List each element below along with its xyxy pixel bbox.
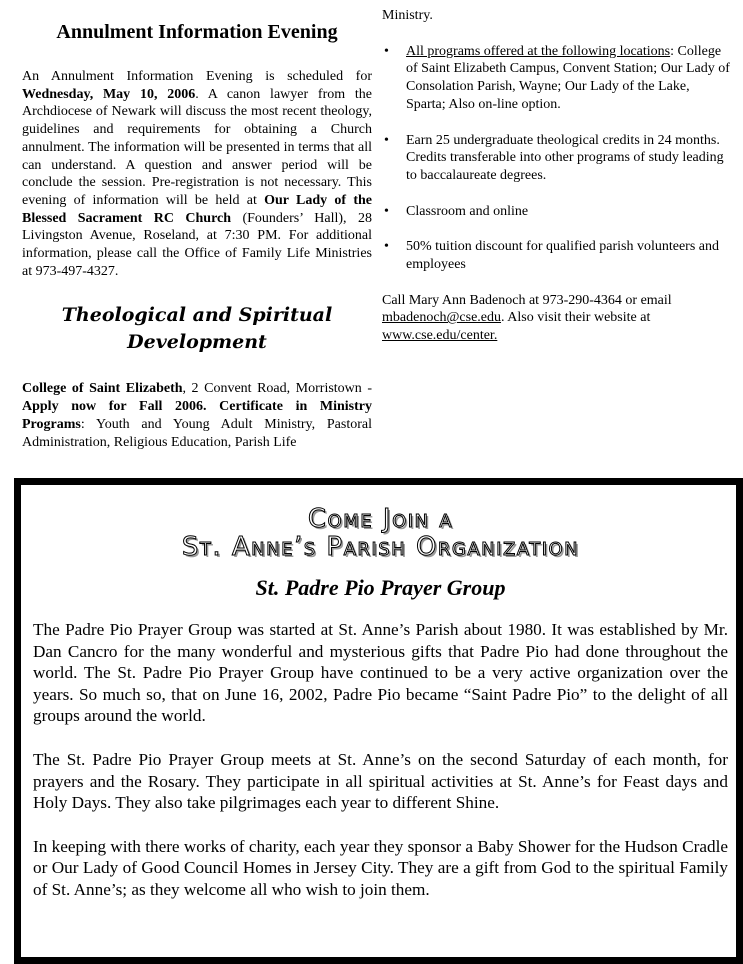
theology-heading-line1: Theological and Spiritual — [61, 304, 333, 327]
contact-text: Call Mary Ann Badenoch at 973-290-4364 or email — [382, 292, 672, 308]
contact-mid: . Also visit their website at — [501, 310, 651, 326]
box-paragraph-2: The St. Padre Pio Prayer Group meets at St. Anne’s on the second Saturday of each month, for prayers and the Rosary. They participate in all spiritual activities at St. Anne’s for Feast days and Holy Days. They also take pilgrimages each year to different Shine. — [33, 749, 728, 813]
program-bullet-list — [382, 43, 732, 274]
continuation-text: Ministry. — [382, 8, 433, 23]
box-title-line1: Come Join a — [307, 504, 454, 534]
bullet-item — [382, 43, 732, 114]
annulment-date: Wednesday, May 10, 2006 — [22, 86, 196, 102]
website-link[interactable]: www.cse.edu/center. — [382, 328, 498, 344]
bullet-icon: • — [384, 132, 389, 148]
bullet-item — [382, 203, 732, 221]
bullet-text: Earn 25 undergraduate theological credits in 24 months. Credits transferable into other programs of study leading to baccalaureate degrees. — [406, 132, 724, 183]
bullet-text: 50% tuition discount for qualified parish volunteers and employees — [406, 239, 719, 273]
college-programs: : Youth and Young Adult Ministry, Pastoral Administration, Religious Education, Parish Life — [22, 416, 372, 450]
college-name: College of Saint Elizabeth — [22, 381, 183, 397]
bullet-text: : College of Saint Elizabeth Campus, Convent Station; Our Lady of Consolation Parish, Wayne; Our Lady of the Lake, Sparta; Also on-line option. — [406, 43, 730, 112]
bullet-lead: All programs offered at the following locations — [406, 43, 671, 59]
right-column — [382, 0, 732, 345]
bullet-item — [382, 238, 732, 273]
bullet-icon: • — [384, 239, 389, 255]
annulment-intro: An Annulment Information Evening is scheduled for — [22, 69, 372, 84]
annulment-paragraph — [22, 68, 372, 280]
bullet-icon: • — [384, 43, 389, 59]
box-paragraph-3: In keeping with there works of charity, each year they sponsor a Baby Shower for the Hudson Cradle or Our Lady of Good Council Homes in Jersey City. They are a gift from God to the spiritual Family of St. Anne’s; as they welcome all who wish to join them. — [33, 836, 728, 899]
bullet-icon: • — [384, 203, 389, 219]
annulment-venue: Our Lady of the Blessed Sacrament RC Church — [22, 192, 372, 226]
box-title-line2: St. Anne’s Parish Organization — [181, 532, 580, 562]
college-paragraph — [22, 380, 372, 451]
left-column — [22, 0, 372, 451]
box-paragraph-1: The Padre Pio Prayer Group was started at St. Anne’s Parish about 1980. It was established by Mr. Dan Cancro for the many wonderful and mysterious gifts that Padre Pio had done throughout the world. The St. Padre Pio Prayer Group have continued to be a very active organization over the years. So much so, that on June 16, 2002, Padre Pio became “Saint Padre Pio” to the delight of all groups around the world. — [33, 620, 728, 726]
annulment-heading: Annulment Information Evening — [56, 21, 338, 43]
email-link[interactable]: mbadenoch@cse.edu — [382, 310, 502, 326]
theology-heading-line2: Development — [127, 331, 267, 354]
college-apply: Apply now for Fall 2006. Certificate in Ministry Programs — [22, 399, 372, 432]
contact-paragraph — [382, 292, 732, 345]
college-address: , 2 Convent Road, Morristown - — [182, 381, 372, 397]
bullet-text: Classroom and online — [406, 203, 529, 219]
annulment-body1: . A canon lawyer from the Archdiocese of Newark will discuss the most recent theology, guidelines and requirements for obtaining a Church annulment. The information will be presented in terms that all can understand. A question and answer period will be conclude the session. Pre-registration is not necessary. This evening of information will be held at — [22, 86, 373, 208]
box-subtitle: St. Padre Pio Prayer Group — [255, 575, 506, 600]
prayer-group-content — [33, 505, 728, 901]
annulment-body2: (Founders’ Hall), 28 Livingston Avenue, Roseland, at 7:30 PM. For additional information, please call the Office of Family Life Ministries at 973-497-4327. — [22, 210, 372, 279]
bullet-item — [382, 132, 732, 185]
theology-heading — [22, 302, 372, 356]
prayer-group-box — [14, 478, 743, 964]
